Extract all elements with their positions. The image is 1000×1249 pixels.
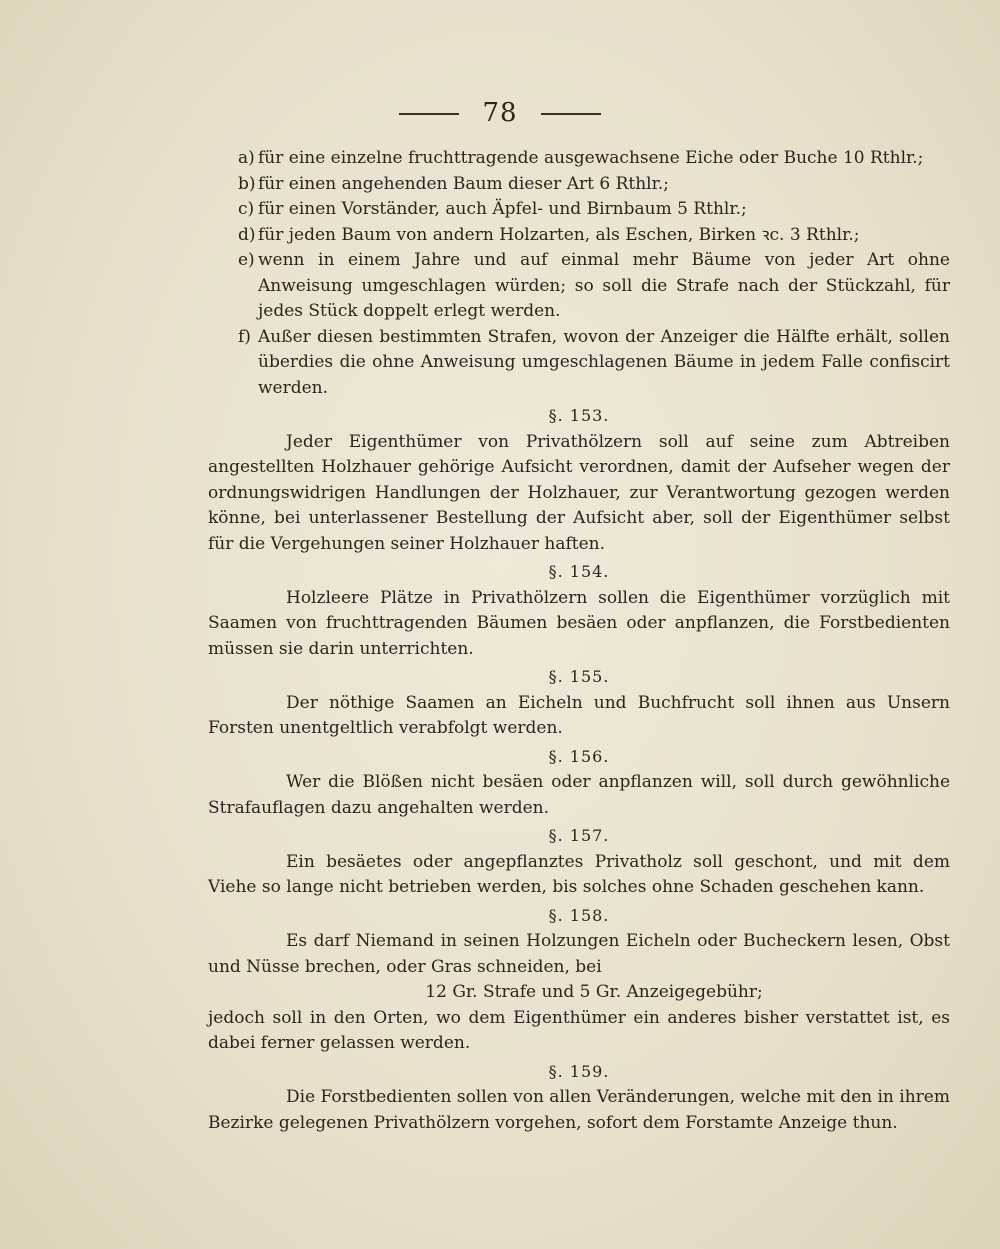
header-rule-right xyxy=(541,113,601,115)
item-text: Außer diesen bestimmten Strafen, wovon der Anzeiger die Hälfte erhält, sollen überdies die ohne Anweisung umgeschlagenen Bäume in jedem Falle confiscirt werden. xyxy=(258,326,950,398)
header-rule-left xyxy=(399,113,459,115)
section-heading-154: §. 154. xyxy=(548,562,610,581)
section-text-158-part1: Es darf Niemand in seinen Holzungen Eicheln oder Bucheckern lesen, Obst und Nüsse brechen, oder Gras schneiden, bei xyxy=(208,931,950,977)
item-text: für einen angehenden Baum dieser Art 6 Rthlr.; xyxy=(258,173,669,194)
item-text: wenn in einem Jahre und auf einmal mehr Bäume von jeder Art ohne Anweisung umgeschlagen würden; so soll die Strafe nach der Stückzahl, für jedes Stück doppelt erlegt werden. xyxy=(258,250,950,321)
section-heading-156: §. 156. xyxy=(548,746,610,766)
section-heading-157: §. 157. xyxy=(548,826,610,845)
section-text-158-part2: jedoch soll in den Orten, wo dem Eigenthümer ein anderes bisher verstattet ist, es dabei ferner gelassen werden. xyxy=(208,1007,950,1053)
list-item-a xyxy=(208,146,950,172)
section-heading-153: §. 153. xyxy=(548,406,610,425)
item-marker: d) xyxy=(238,224,256,245)
list-item-f xyxy=(208,325,950,402)
section-text-159: Die Forstbedienten sollen von allen Veränderungen, welche mit den in ihrem Bezirke gelegenen Privathölzern vorgehen, sofort dem Forstamte Anzeige thun. xyxy=(208,1087,950,1133)
item-marker: a) xyxy=(238,148,255,168)
list-item-b xyxy=(208,172,950,198)
section-text-156: Wer die Blößen nicht besäen oder anpflanzen will, soll durch gewöhnliche Strafauflagen dazu angehalten werden. xyxy=(208,772,950,818)
list-item-c xyxy=(208,197,950,223)
item-text: für jeden Baum von andern Holzarten, als Eschen, Birken ꝛc. 3 Rthlr.; xyxy=(258,224,860,245)
section-text-158-penalty: 12 Gr. Strafe und 5 Gr. Anzeigegebühr; xyxy=(425,982,763,1002)
section-heading-155: §. 155. xyxy=(548,667,610,686)
item-marker: c) xyxy=(238,199,255,219)
page-body xyxy=(208,146,950,1136)
list-item-d xyxy=(208,223,950,249)
section-heading-159: §. 159. xyxy=(548,1061,610,1081)
section-text-157: Ein besäetes oder angepflanztes Privatholz soll geschont, und mit dem Viehe so lange nicht betrieben werden, bis solches ohne Schaden geschehen kann. xyxy=(208,851,950,897)
page-number: 78 xyxy=(482,98,518,128)
page-header xyxy=(0,98,1000,128)
item-text: für eine einzelne fruchttragende ausgewachsene Eiche oder Buche 10 Rthlr.; xyxy=(258,148,924,168)
section-heading-158: §. 158. xyxy=(548,905,610,925)
item-marker: f) xyxy=(238,326,251,347)
section-text-155: Der nöthige Saamen an Eicheln und Buchfrucht soll ihnen aus Unsern Forsten unentgeltlich verabfolgt werden. xyxy=(208,692,950,738)
item-text: für einen Vorständer, auch Äpfel- und Birnbaum 5 Rthlr.; xyxy=(258,199,747,219)
item-marker: e) xyxy=(238,250,255,270)
item-marker: b) xyxy=(238,173,256,194)
section-text-154: Holzleere Plätze in Privathölzern sollen die Eigenthümer vorzüglich mit Saamen von fruchttragenden Bäumen besäen oder anpflanzen, die Forstbedienten müssen sie darin unterrichten. xyxy=(208,587,950,659)
list-item-e xyxy=(208,248,950,325)
section-text-153: Jeder Eigenthümer von Privathölzern soll auf seine zum Abtreiben angestellten Holzhauer gehörige Aufsicht verordnen, damit der Aufseher wegen der ordnungswidrigen Handlungen der Holzhauer, zur Verantwortung gezogen werden könne, bei unterlassener Bestellung der Aufsicht aber, soll der Eigenthümer selbst für die Vergehungen seiner Holzhauer haften. xyxy=(208,431,950,554)
